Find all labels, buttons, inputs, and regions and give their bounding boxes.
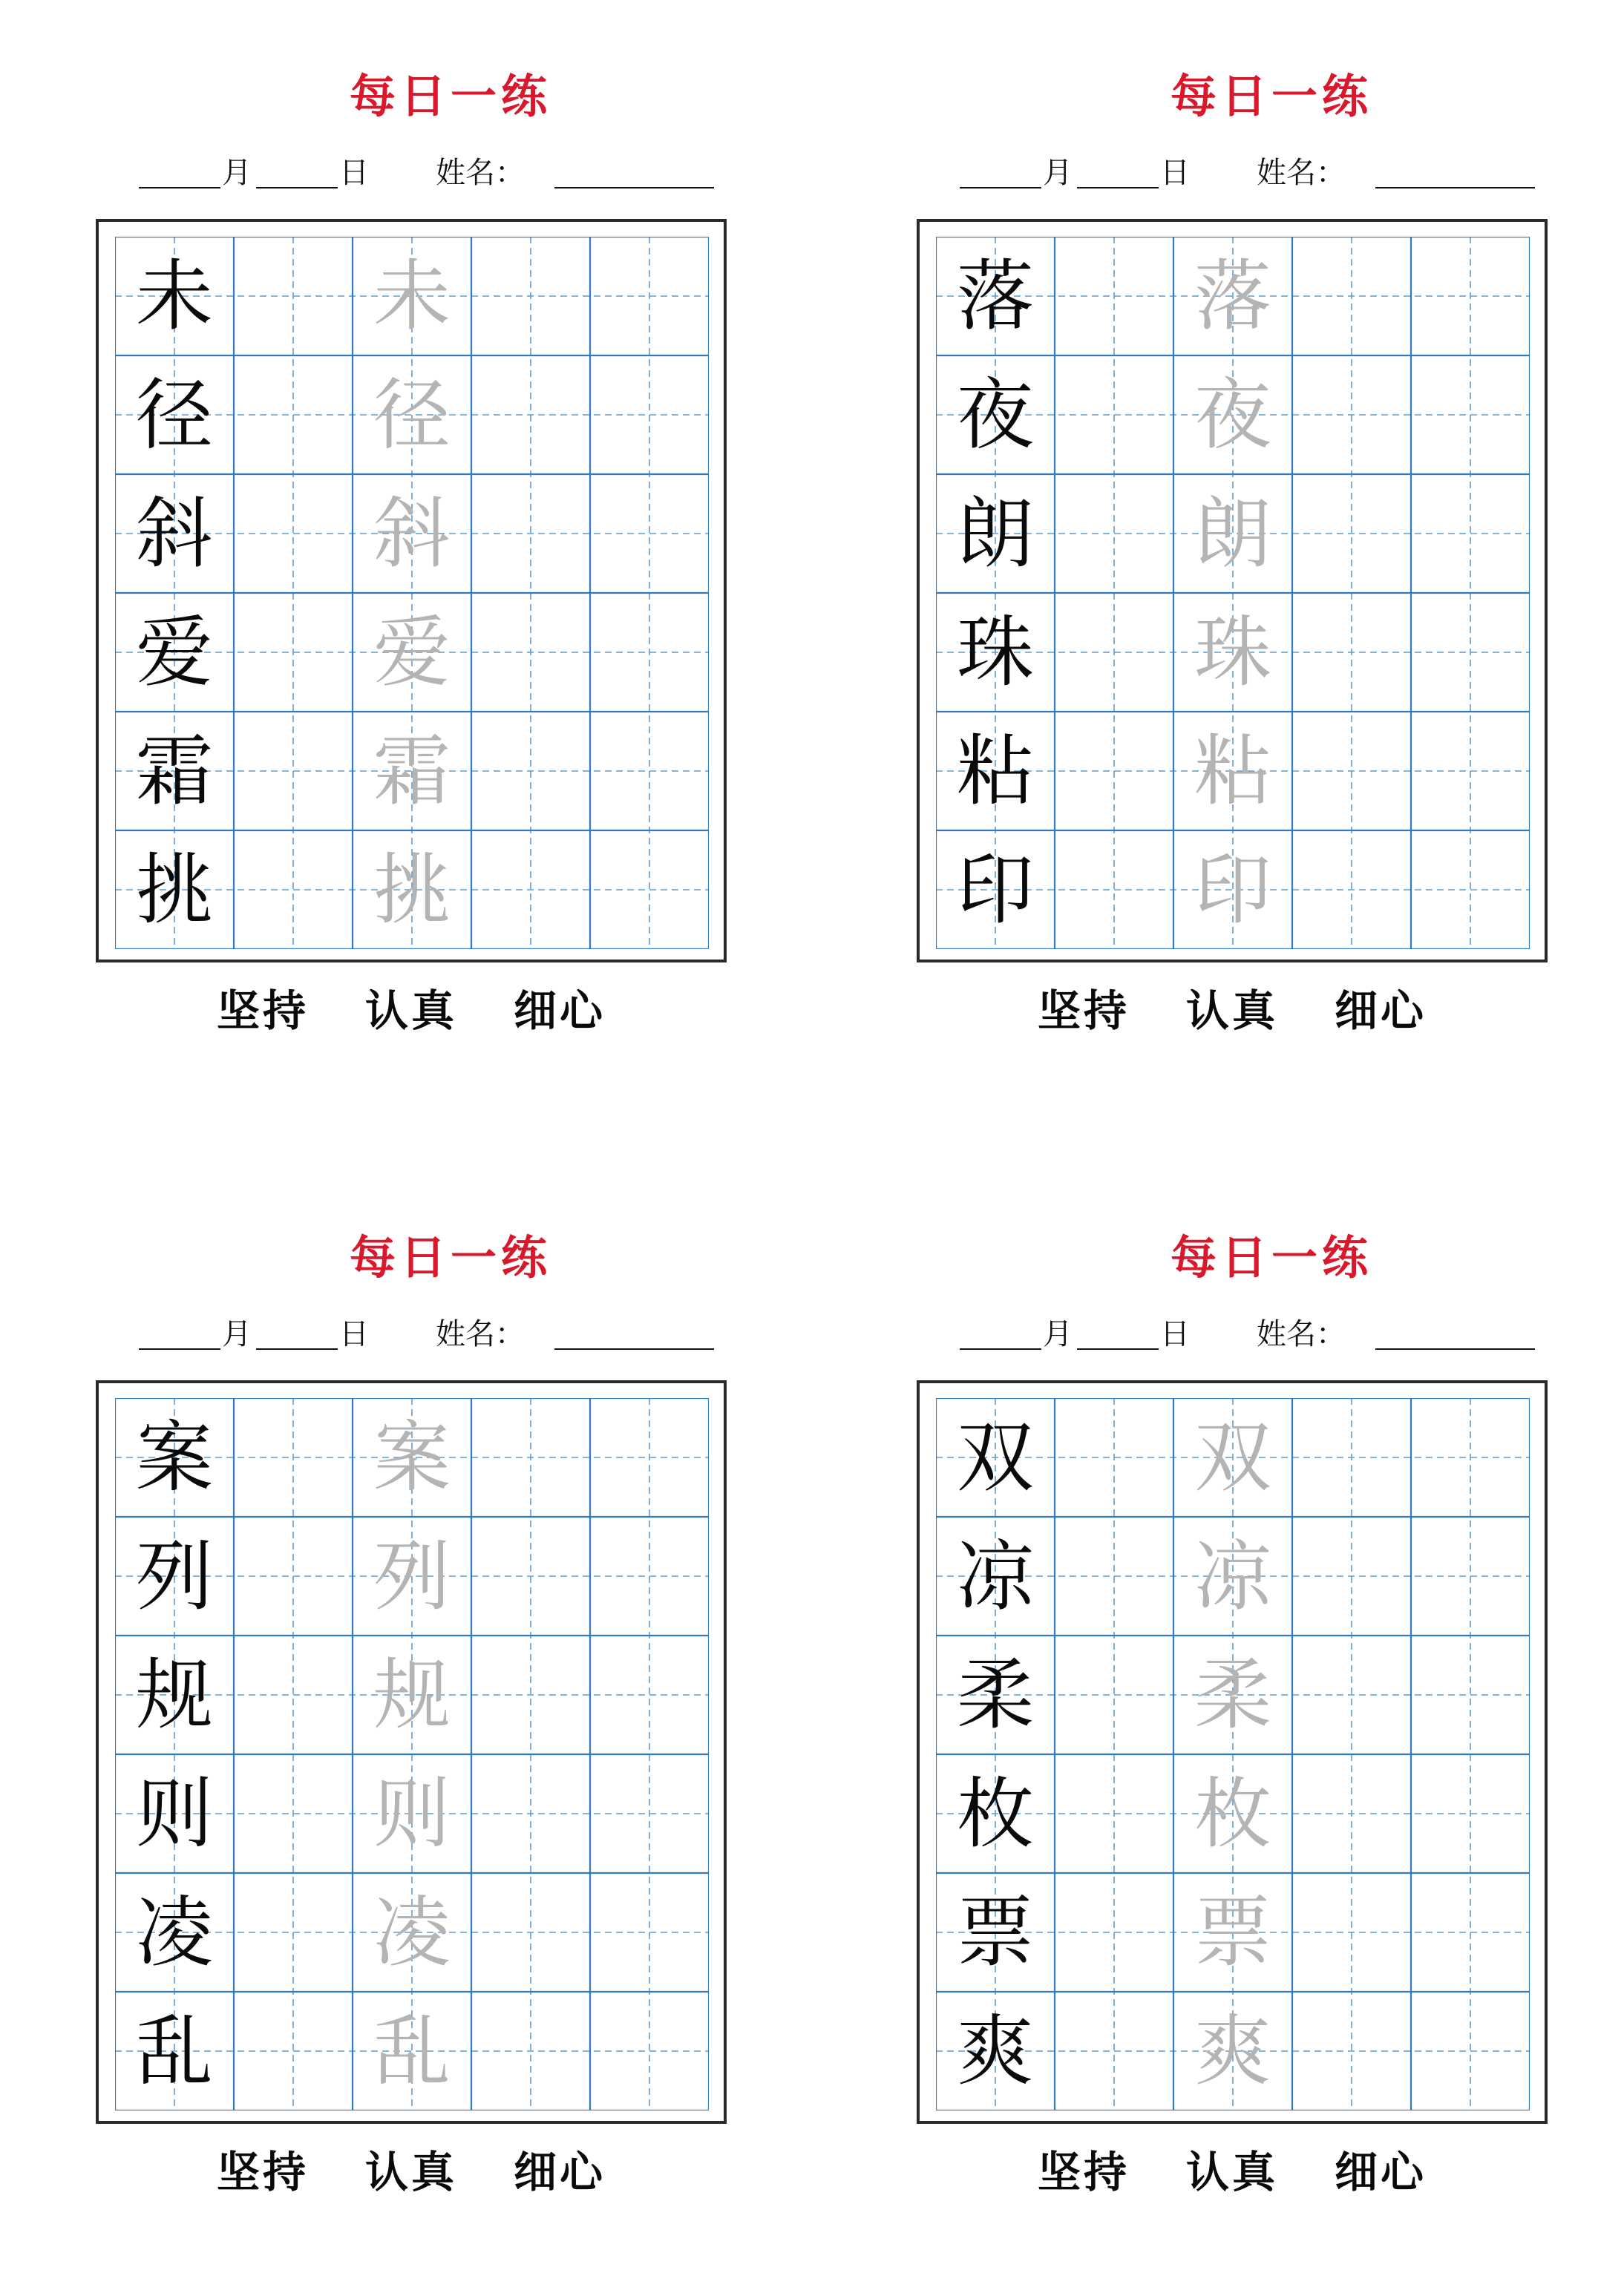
model-character: 票 [956,1887,1034,1978]
day-label: 日 [339,1317,369,1351]
practice-sheet [900,59,1624,1098]
motto-word: 坚持 [216,985,309,1036]
trace-character: 案 [373,1412,451,1503]
model-character: 乱 [135,2006,213,2096]
model-character: 凌 [135,1887,213,1978]
name-label: 姓名： [1257,1317,1346,1351]
model-character: 规 [135,1650,213,1740]
model-character: 则 [135,1768,213,1859]
tianzige-grid [936,1398,1530,2110]
model-character: 霜 [135,726,213,816]
model-character: 挑 [135,844,213,935]
info-line [960,1308,1624,1353]
motto-word: 认真 [364,985,457,1036]
motto-word: 坚持 [1037,2147,1130,2197]
month-label: 月 [1043,156,1073,190]
month-label: 月 [1043,1317,1073,1351]
tianzige-grid [115,237,709,949]
trace-character: 夜 [1194,370,1271,460]
tianzige-grid [936,237,1530,949]
trace-character: 落 [1194,251,1271,341]
model-character: 双 [956,1412,1034,1503]
tianzige-grid [115,1398,709,2110]
model-character: 爽 [956,2006,1034,2096]
day-label: 日 [1160,156,1190,190]
trace-character: 粘 [1194,726,1271,816]
model-character: 径 [135,370,213,460]
trace-character: 规 [373,1650,451,1740]
trace-character: 票 [1194,1887,1271,1978]
name-blank[interactable] [554,1348,714,1350]
model-character: 印 [956,844,1034,935]
name-label: 姓名： [436,156,525,190]
model-character: 粘 [956,726,1034,816]
practice-sheet [79,1221,822,2260]
month-blank[interactable] [139,187,220,188]
model-character: 珠 [956,607,1034,698]
motto-word: 坚持 [1037,985,1130,1036]
motto-word: 坚持 [216,2147,309,2197]
month-label: 月 [222,156,252,190]
model-character: 列 [135,1531,213,1621]
trace-character: 枚 [1194,1768,1271,1859]
name-label: 姓名： [1257,156,1346,190]
motto-line [917,2142,1548,2202]
trace-character: 列 [373,1531,451,1621]
model-character: 爱 [135,607,213,698]
model-character: 夜 [956,370,1034,460]
name-blank[interactable] [1375,1348,1535,1350]
trace-character: 乱 [373,2006,451,2096]
day-label: 日 [1160,1317,1190,1351]
motto-line [917,981,1548,1040]
trace-character: 爱 [373,607,451,698]
trace-character: 凉 [1194,1531,1271,1621]
practice-sheet [79,59,822,1098]
trace-character: 柔 [1194,1650,1271,1740]
month-label: 月 [222,1317,252,1351]
motto-word: 认真 [1185,985,1278,1036]
info-line [960,147,1624,191]
practice-sheet [900,1221,1624,2260]
trace-character: 未 [373,251,451,341]
trace-character: 则 [373,1768,451,1859]
motto-word: 细心 [514,2147,606,2197]
grid-frame [96,219,727,962]
month-blank[interactable] [139,1348,220,1350]
grid-frame [917,219,1548,962]
trace-character: 朗 [1194,488,1271,579]
model-character: 枚 [956,1768,1034,1859]
model-character: 落 [956,251,1034,341]
day-label: 日 [339,156,369,190]
trace-character: 双 [1194,1412,1271,1503]
day-blank[interactable] [1077,1348,1159,1350]
model-character: 凉 [956,1531,1034,1621]
model-character: 斜 [135,488,213,579]
grid-frame [917,1380,1548,2124]
trace-character: 凌 [373,1887,451,1978]
sheet-title: 每日一练 [1170,69,1372,123]
motto-word: 细心 [1335,985,1427,1036]
motto-line [96,2142,727,2202]
info-line [139,147,807,191]
day-blank[interactable] [1077,187,1159,188]
day-blank[interactable] [256,1348,338,1350]
month-blank[interactable] [960,187,1041,188]
month-blank[interactable] [960,1348,1041,1350]
trace-character: 径 [373,370,451,460]
motto-word: 细心 [1335,2147,1427,2197]
name-blank[interactable] [554,187,714,188]
info-line [139,1308,807,1353]
day-blank[interactable] [256,187,338,188]
motto-line [96,981,727,1040]
trace-character: 斜 [373,488,451,579]
model-character: 柔 [956,1650,1034,1740]
name-label: 姓名： [436,1317,525,1351]
model-character: 朗 [956,488,1034,579]
motto-word: 认真 [364,2147,457,2197]
trace-character: 印 [1194,844,1271,935]
grid-frame [96,1380,727,2124]
sheet-title: 每日一练 [1170,1230,1372,1285]
name-blank[interactable] [1375,187,1535,188]
trace-character: 霜 [373,726,451,816]
model-character: 未 [135,251,213,341]
motto-word: 细心 [514,985,606,1036]
sheet-title: 每日一练 [349,1230,551,1285]
trace-character: 珠 [1194,607,1271,698]
trace-character: 爽 [1194,2006,1271,2096]
model-character: 案 [135,1412,213,1503]
motto-word: 认真 [1185,2147,1278,2197]
sheet-title: 每日一练 [349,69,551,123]
trace-character: 挑 [373,844,451,935]
